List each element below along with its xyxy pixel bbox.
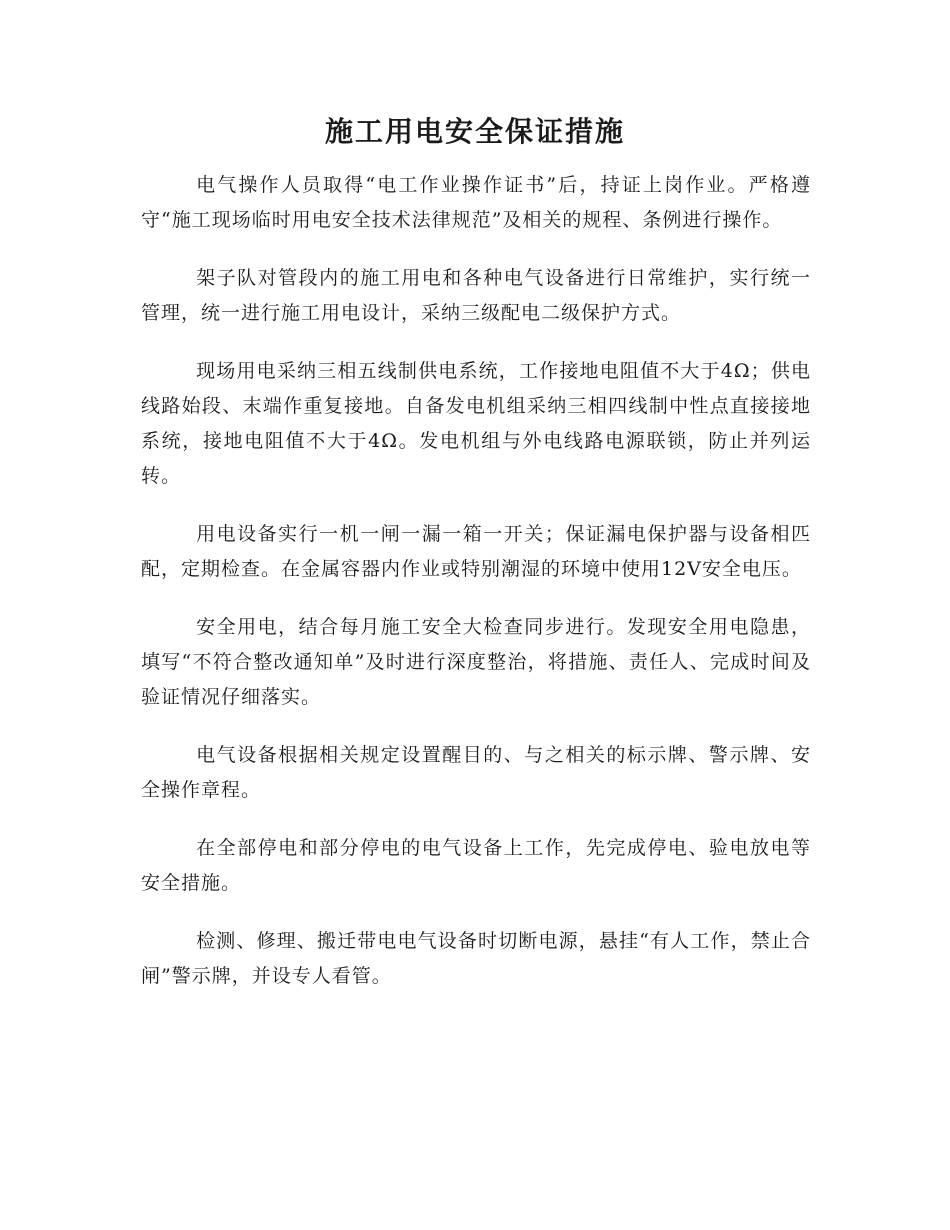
paragraph-safety-inspection: 安全用电，结合每月施工安全大检查同步进行。发现安全用电隐患，填写“不符合整改通知单”及时进行深度整治，将措施、责任人、完成时间及验证情况仔细落实。 xyxy=(141,616,811,708)
document-body xyxy=(141,168,811,1017)
document-title: 施工用电安全保证措施 xyxy=(324,115,625,148)
paragraph-power-off-measures: 在全部停电和部分停电的电气设备上工作，先完成停电、验电放电等安全措施。 xyxy=(141,837,811,894)
paragraph-unified-management: 架子队对管段内的施工用电和各种电气设备进行日常维护，实行统一管理，统一进行施工用电设计，采纳三级配电二级保护方式。 xyxy=(141,267,811,324)
paragraph-equipment-protection: 用电设备实行一机一闸一漏一箱一开关；保证漏电保护器与设备相匹配，定期检查。在金属容器内作业或特别潮湿的环境中使用12V安全电压。 xyxy=(141,523,811,580)
paragraph-grounding-system: 现场用电采纳三相五线制供电系统，工作接地电阻值不大于4Ω；供电线路始段、末端作重复接地。自备发电机组采纳三相四线制中性点直接接地系统，接地电阻值不大于4Ω。发电机组与外电线路电源联锁，防止并列运转。 xyxy=(141,360,811,487)
paragraph-warning-signs: 电气设备根据相关规定设置醒目的、与之相关的标示牌、警示牌、安全操作章程。 xyxy=(141,744,811,801)
paragraph-electrician-certification: 电气操作人员取得“电工作业操作证书”后，持证上岗作业。严格遵守“施工现场临时用电安全技术法律规范”及相关的规程、条例进行操作。 xyxy=(141,174,811,231)
paragraph-maintenance-lockout: 检测、修理、搬迁带电电气设备时切断电源，悬挂“有人工作，禁止合闸”警示牌，并设专人看管。 xyxy=(141,930,811,987)
